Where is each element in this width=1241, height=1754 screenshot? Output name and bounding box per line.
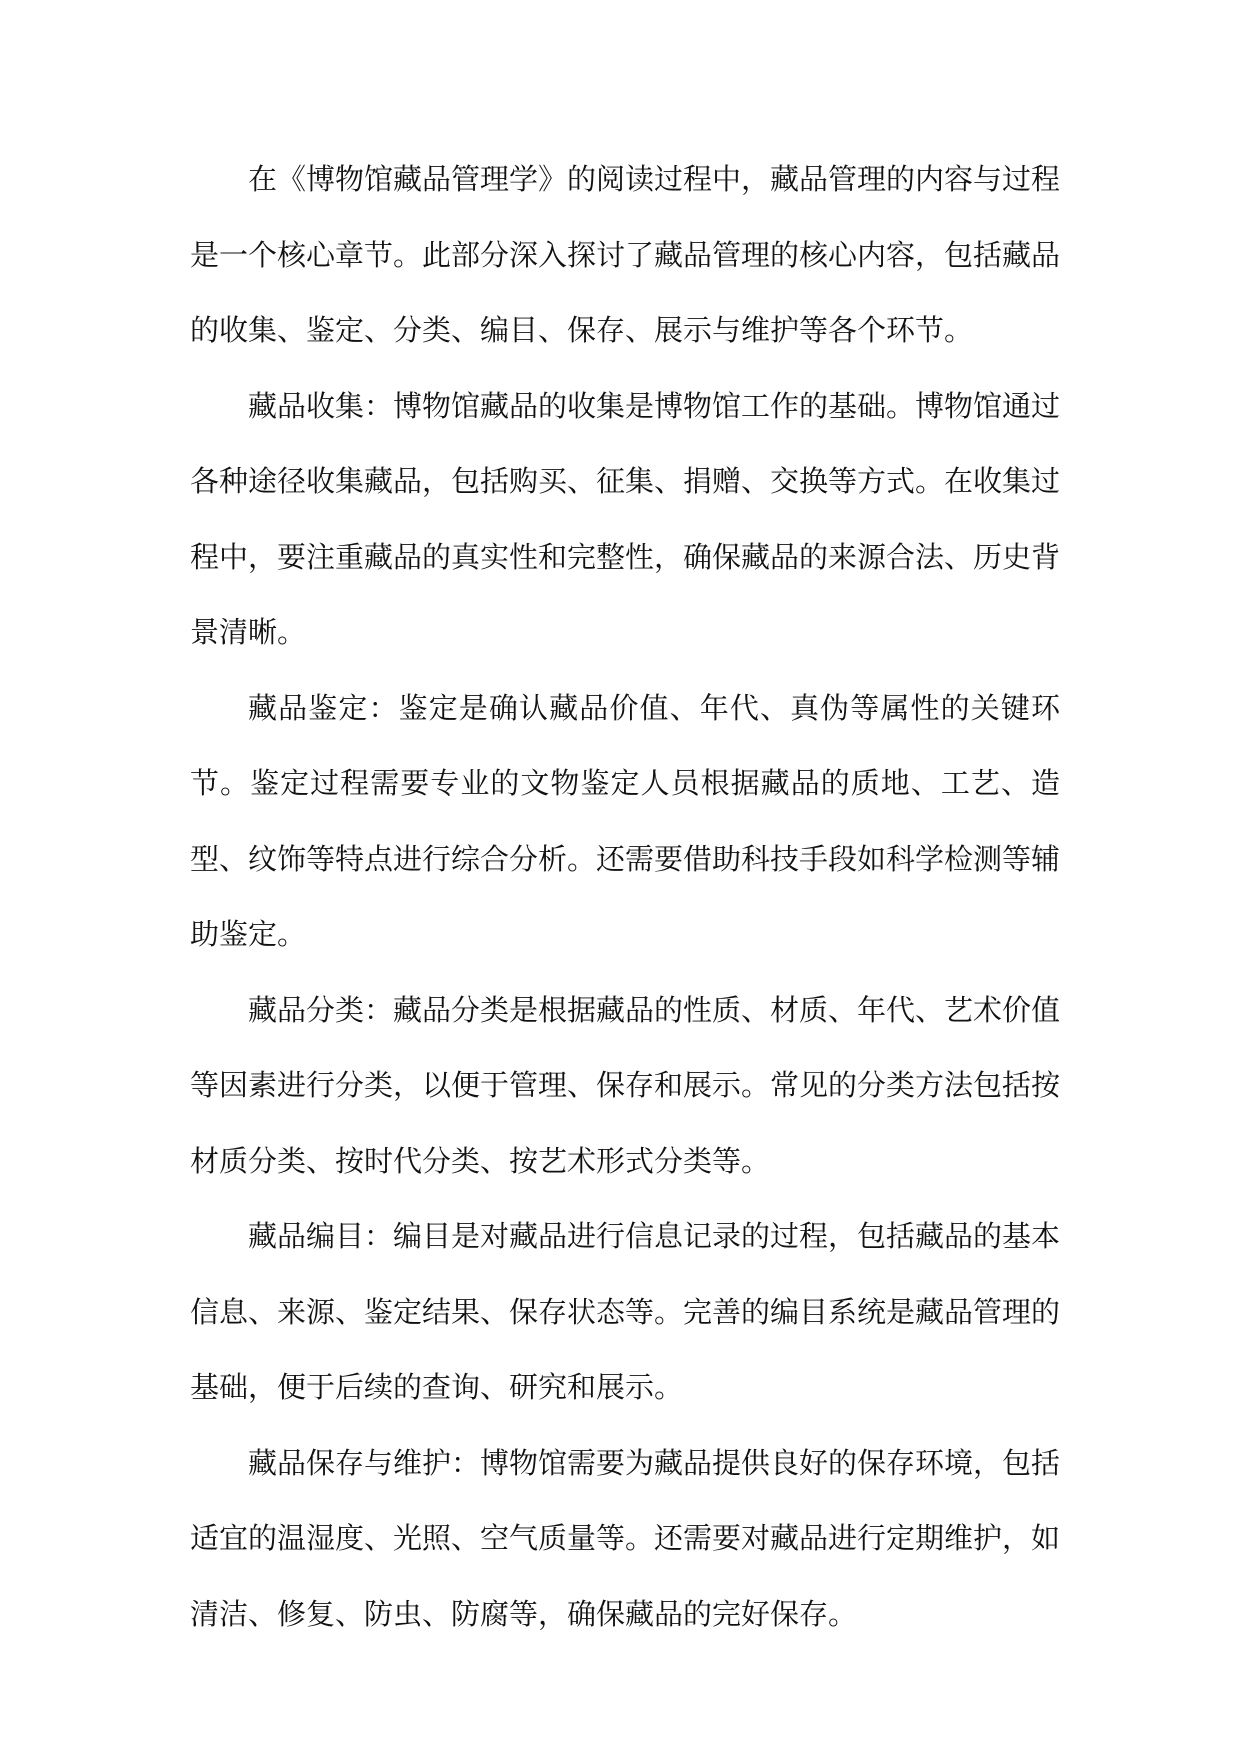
- document-body: [190, 142, 1060, 1652]
- paragraph-intro: 在《博物馆藏品管理学》的阅读过程中，藏品管理的内容与过程是一个核心章节。此部分深入探讨了藏品管理的核心内容，包括藏品的收集、鉴定、分类、编目、保存、展示与维护等各个环节。: [190, 162, 1061, 347]
- paragraph-classification: 藏品分类：藏品分类是根据藏品的性质、材质、年代、艺术价值等因素进行分类，以便于管理、保存和展示。常见的分类方法包括按材质分类、按时代分类、按艺术形式分类等。: [190, 992, 1061, 1178]
- paragraph-appraisal: 藏品鉴定：鉴定是确认藏品价值、年代、真伪等属性的关键环节。鉴定过程需要专业的文物鉴定人员根据藏品的质地、工艺、造型、纹饰等特点进行综合分析。还需要借助科技手段如科学检测等辅助鉴定。: [190, 690, 1061, 951]
- paragraph-preservation: 藏品保存与维护：博物馆需要为藏品提供良好的保存环境，包括适宜的温湿度、光照、空气质量等。还需要对藏品进行定期维护，如清洁、修复、防虫、防腐等，确保藏品的完好保存。: [190, 1445, 1061, 1631]
- paragraph-collection: 藏品收集：博物馆藏品的收集是博物馆工作的基础。博物馆通过各种途径收集藏品，包括购买、征集、捐赠、交换等方式。在收集过程中，要注重藏品的真实性和完整性，确保藏品的来源合法、历史背景清晰。: [190, 388, 1061, 649]
- paragraph-cataloging: 藏品编目：编目是对藏品进行信息记录的过程，包括藏品的基本信息、来源、鉴定结果、保存状态等。完善的编目系统是藏品管理的基础，便于后续的查询、研究和展示。: [190, 1219, 1061, 1404]
